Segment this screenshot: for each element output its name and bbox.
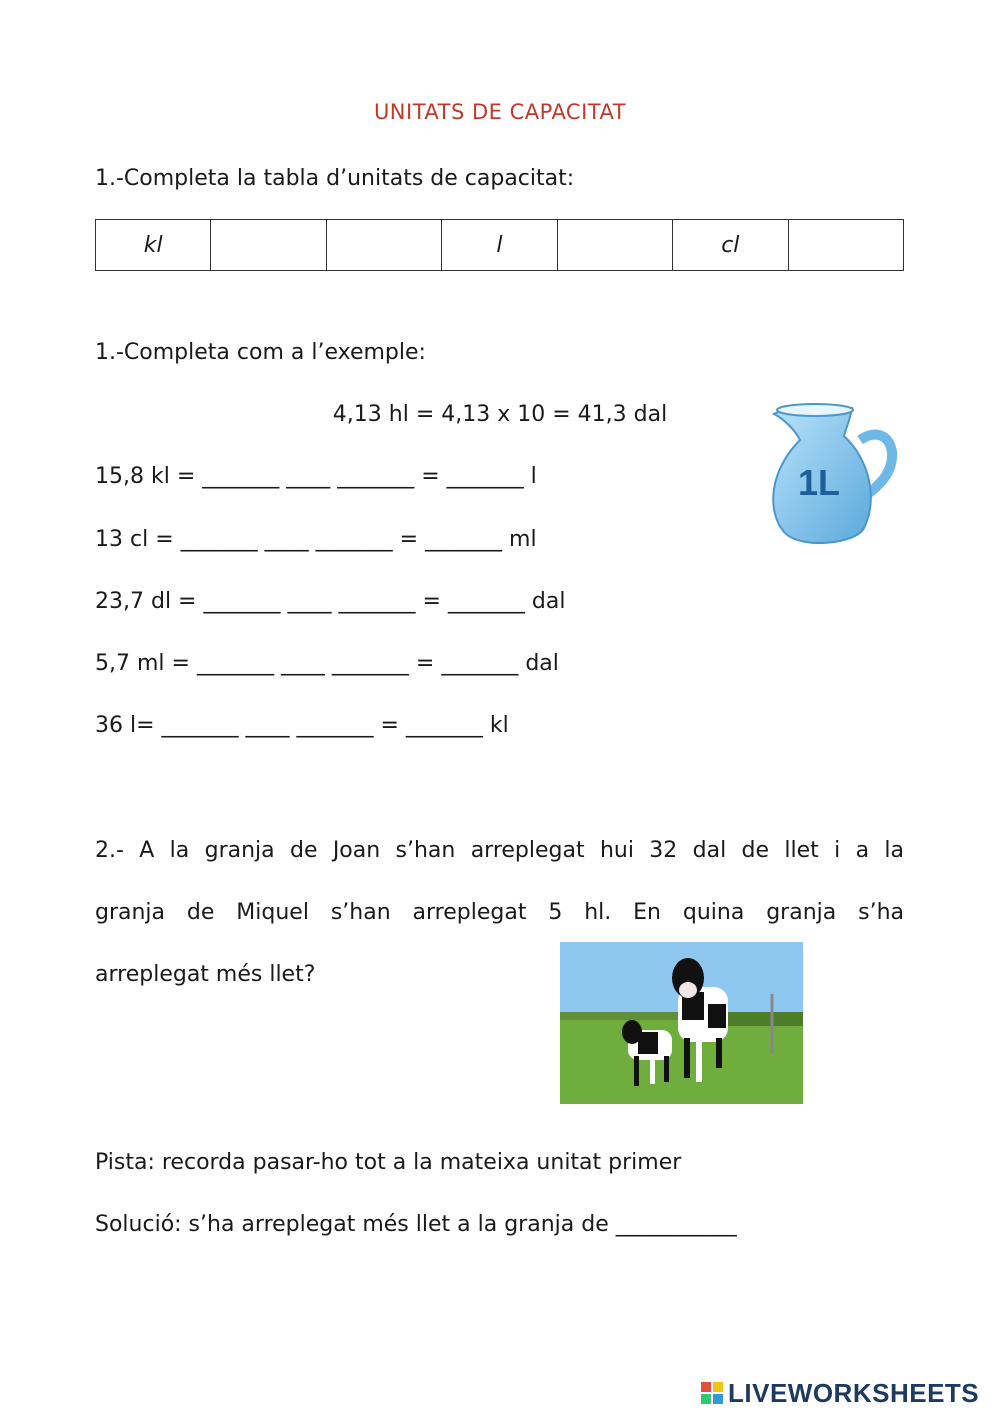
jug-illustration xyxy=(760,400,900,552)
unit-cell-1: kl xyxy=(96,220,211,271)
exercise1b-heading: 1.-Completa com a l’exemple: xyxy=(95,340,426,365)
brand-footer xyxy=(700,1378,979,1408)
brand-name: LIVEWORKSHEETS xyxy=(728,1377,980,1408)
unit-cell-5[interactable] xyxy=(557,220,672,271)
unit-cell-3[interactable] xyxy=(326,220,441,271)
unit-cell-7[interactable] xyxy=(788,220,903,271)
exercise1-heading: 1.-Completa la tabla d’unitats de capacitat: xyxy=(95,166,575,191)
example-line: 4,13 hl = 4,13 x 10 = 41,3 dal xyxy=(332,402,668,427)
units-table xyxy=(95,219,904,271)
unit-cell-6: cl xyxy=(673,220,788,271)
unit-cell-4: l xyxy=(442,220,557,271)
brand-logo-icon xyxy=(700,1381,724,1405)
solution-line[interactable]: Solució: s’ha arreplegat més llet a la granja de ___________ xyxy=(95,1212,737,1237)
conversion-line-5[interactable]: 36 l= _______ ____ _______ = _______ kl xyxy=(95,713,509,738)
conversion-line-3[interactable]: 23,7 dl = _______ ____ _______ = _______ dal xyxy=(95,589,566,614)
unit-cell-2[interactable] xyxy=(211,220,326,271)
conversion-line-2[interactable]: 13 cl = _______ ____ _______ = _______ ml xyxy=(95,527,537,552)
exercise2-text-line-2: granja de Miquel s’han arreplegat 5 hl. En quina granja s’ha xyxy=(95,900,904,925)
exercise2-text-line-1: 2.- A la granja de Joan s’han arreplegat hui 32 dal de llet i a la xyxy=(95,838,904,863)
jug-label: 1L xyxy=(798,462,841,503)
conversion-line-1[interactable]: 15,8 kl = _______ ____ _______ = _______ l xyxy=(95,464,537,489)
conversion-line-4[interactable]: 5,7 ml = _______ ____ _______ = _______ dal xyxy=(95,651,559,676)
page-title: UNITATS DE CAPACITAT xyxy=(373,100,627,124)
cows-photo xyxy=(560,942,803,1104)
hint-text: Pista: recorda pasar-ho tot a la mateixa unitat primer xyxy=(95,1150,682,1175)
exercise2-text-line-3: arreplegat més llet? xyxy=(95,962,316,987)
